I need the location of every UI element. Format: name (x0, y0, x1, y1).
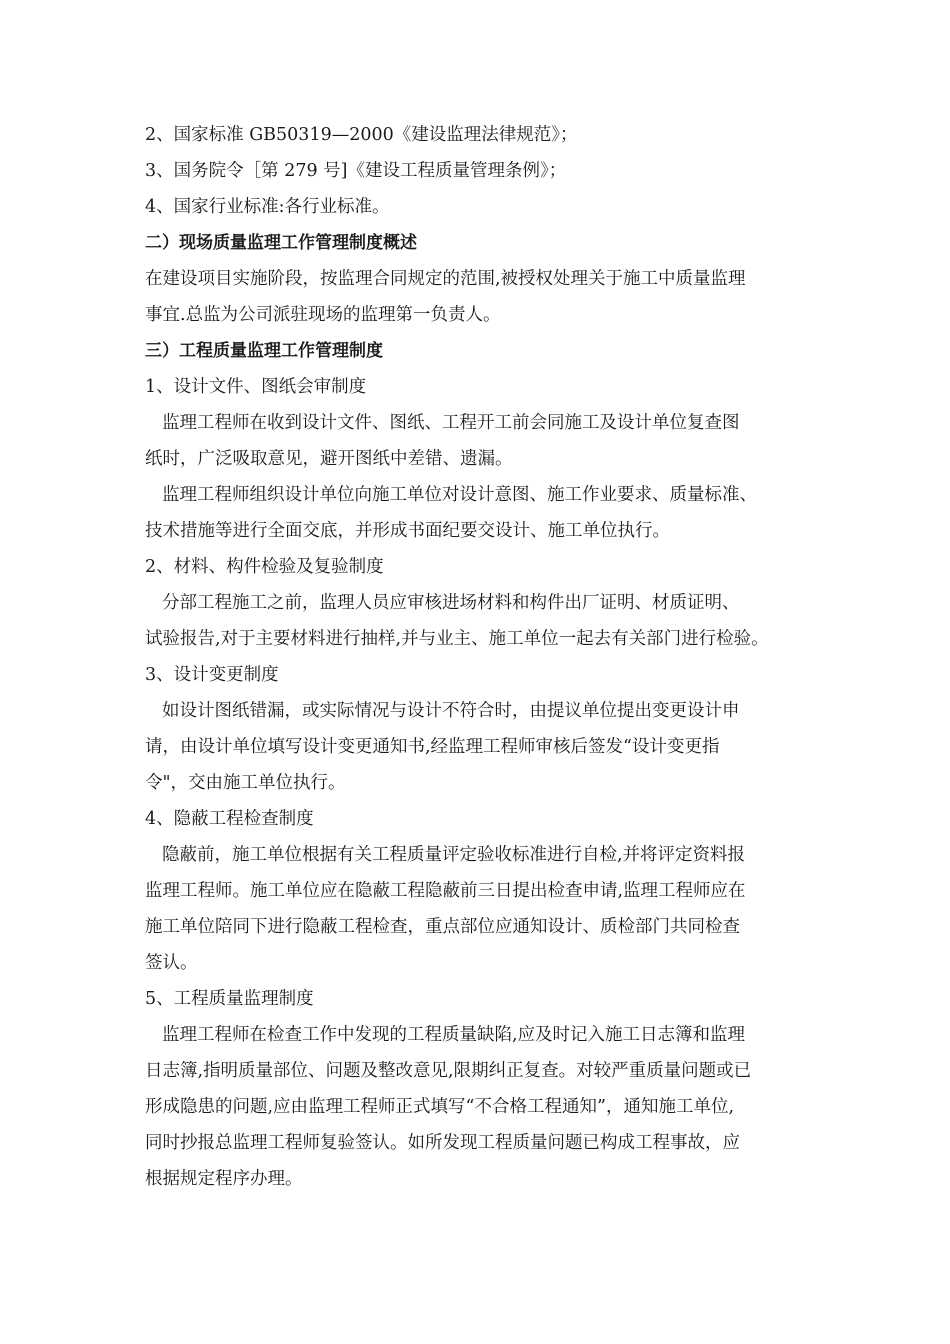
text-line: 隐蔽前，施工单位根据有关工程质量评定验收标准进行自检,并将评定资料报 (162, 845, 746, 865)
text-line: 令"，交由施工单位执行。 (145, 773, 346, 793)
section-heading: 二）现场质量监理工作管理制度概述 (145, 233, 417, 253)
text-line: 同时抄报总监理工程师复验签认。如所发现工程质量问题已构成工程事故，应 (145, 1133, 740, 1153)
text-line: 日志簿,指明质量部位、问题及整改意见,限期纠正复查。对较严重质量问题或已 (145, 1061, 752, 1081)
text-line: 纸时，广泛吸取意见，避开图纸中差错、遗漏。 (145, 449, 513, 469)
text-line: 在建设项目实施阶段，按监理合同规定的范围,被授权处理关于施工中质量监理 (145, 269, 746, 289)
text-line: 试验报告,对于主要材料进行抽样,并与业主、施工单位一起去有关部门进行检验。 (145, 629, 769, 649)
text-line: 签认。 (145, 953, 198, 973)
text-line: 分部工程施工之前，监理人员应审核进场材料和构件出厂证明、材质证明、 (162, 593, 740, 613)
section-heading: 三）工程质量监理工作管理制度 (145, 341, 383, 361)
text-line: 事宜.总监为公司派驻现场的监理第一负责人。 (145, 305, 501, 325)
text-line: 根据规定程序办理。 (145, 1169, 303, 1189)
document-body (145, 117, 835, 1197)
text-line: 5、工程质量监理制度 (145, 989, 314, 1009)
text-line: 如设计图纸错漏，或实际情况与设计不符合时，由提议单位提出变更设计申 (162, 701, 740, 721)
text-line: 3、设计变更制度 (145, 665, 279, 685)
text-line: 监理工程师在收到设计文件、图纸、工程开工前会同施工及设计单位复查图 (162, 413, 740, 433)
text-line: 2、材料、构件检验及复验制度 (145, 557, 384, 577)
text-line: 4、国家行业标准:各行业标准。 (145, 197, 390, 217)
text-line: 监理工程师。施工单位应在隐蔽工程隐蔽前三日提出检查申请,监理工程师应在 (145, 881, 746, 901)
text-line: 监理工程师组织设计单位向施工单位对设计意图、施工作业要求、质量标准、 (162, 485, 757, 505)
text-line: 监理工程师在检查工作中发现的工程质量缺陷,应及时记入施工日志簿和监理 (162, 1025, 746, 1045)
text-line: 2、国家标准 GB50319—2000《建设监理法律规范》； (145, 125, 578, 145)
text-line: 技术措施等进行全面交底，并形成书面纪要交设计、施工单位执行。 (145, 521, 670, 541)
text-line: 4、隐蔽工程检查制度 (145, 809, 314, 829)
text-line: 形成隐患的问题,应由监理工程师正式填写“不合格工程通知”，通知施工单位, (145, 1097, 735, 1117)
text-line: 施工单位陪同下进行隐蔽工程检查，重点部位应通知设计、质检部门共同检查 (145, 917, 740, 937)
text-line: 3、国务院令［第 279 号]《建设工程质量管理条例》； (145, 161, 567, 181)
text-line: 请，由设计单位填写设计变更通知书,经监理工程师审核后签发“设计变更指 (145, 737, 720, 757)
text-line: 1、设计文件、图纸会审制度 (145, 377, 367, 397)
